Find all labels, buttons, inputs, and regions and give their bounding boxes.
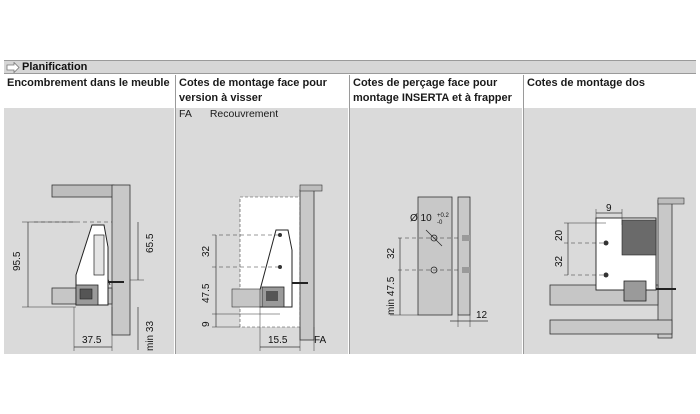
dim-label: min 47.5 — [386, 276, 397, 315]
legend-abbreviation: FA — [179, 108, 192, 120]
drilling-drawing — [350, 75, 522, 354]
dim-label: 9 — [606, 203, 612, 214]
dim-label: 20 — [554, 229, 565, 241]
back-mounting-drawing — [524, 75, 696, 354]
tolerance-label: -0 — [437, 220, 443, 226]
dim-label: 12 — [476, 310, 488, 321]
dim-label: min 33 — [145, 320, 156, 351]
dim-label: 95.5 — [12, 251, 23, 271]
dim-label: 32 — [386, 247, 397, 259]
planning-header-bar — [4, 60, 696, 74]
planning-title: Planification — [22, 61, 88, 73]
panel-title: Cotes de perçage face pour montage INSERTA et à frapper — [350, 75, 522, 108]
dim-label: 15.5 — [268, 335, 288, 346]
front-mounting-drawing — [176, 75, 348, 354]
panel-title: Cotes de montage face pour version à visser — [176, 75, 348, 108]
dim-label: 65.5 — [145, 233, 156, 253]
arrow-right-icon — [6, 62, 20, 73]
dim-label: 47.5 — [201, 283, 212, 303]
panel-back-mounting — [524, 75, 696, 354]
dim-label: 9 — [201, 321, 212, 327]
dim-label: 32 — [554, 255, 565, 267]
legend-text: Recouvrement — [209, 108, 279, 120]
dim-label: FA — [314, 335, 327, 346]
tolerance-label: +0.2 — [437, 213, 449, 219]
panel-drilling — [350, 75, 522, 354]
panel-front-mounting — [176, 75, 348, 354]
dim-label: Ø 10 — [410, 213, 432, 224]
panel-cabinet-space — [4, 75, 174, 354]
cabinet-space-drawing — [4, 75, 174, 354]
dim-label: 37.5 — [82, 335, 102, 346]
panel-title: Encombrement dans le meuble — [4, 75, 174, 108]
panel-title: Cotes de montage dos — [524, 75, 696, 108]
dim-label: 32 — [201, 245, 212, 257]
